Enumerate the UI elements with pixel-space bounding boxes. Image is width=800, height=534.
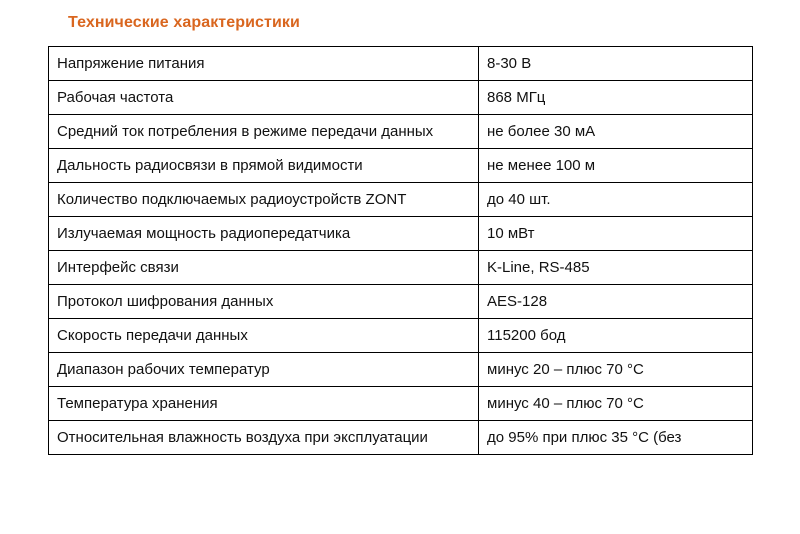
value-cell: до 40 шт. bbox=[479, 183, 753, 217]
value-cell: 868 МГц bbox=[479, 81, 753, 115]
page-title: Технические характеристики bbox=[68, 14, 300, 31]
table-row bbox=[49, 149, 753, 183]
parameter-cell: Количество подключаемых радиоустройств ZONT bbox=[49, 183, 479, 217]
table-row bbox=[49, 81, 753, 115]
value-cell: 115200 бод bbox=[479, 319, 753, 353]
value-cell: не более 30 мА bbox=[479, 115, 753, 149]
parameter-cell: Температура хранения bbox=[49, 387, 479, 421]
value-cell: минус 40 – плюс 70 °С bbox=[479, 387, 753, 421]
table-row bbox=[49, 387, 753, 421]
parameter-cell: Скорость передачи данных bbox=[49, 319, 479, 353]
parameter-cell: Протокол шифрования данных bbox=[49, 285, 479, 319]
table-row bbox=[49, 421, 753, 455]
table-row bbox=[49, 217, 753, 251]
parameter-cell: Диапазон рабочих температур bbox=[49, 353, 479, 387]
parameter-cell: Средний ток потребления в режиме передачи данных bbox=[49, 115, 479, 149]
table-row bbox=[49, 183, 753, 217]
parameter-cell: Рабочая частота bbox=[49, 81, 479, 115]
parameter-cell: Напряжение питания bbox=[49, 47, 479, 81]
specifications-table bbox=[48, 46, 753, 455]
parameter-cell: Интерфейс связи bbox=[49, 251, 479, 285]
value-cell: K-Line, RS-485 bbox=[479, 251, 753, 285]
table-row bbox=[49, 115, 753, 149]
value-cell: до 95% при плюс 35 °С (без bbox=[479, 421, 753, 455]
table-row bbox=[49, 47, 753, 81]
value-cell: 8-30 В bbox=[479, 47, 753, 81]
parameter-cell: Относительная влажность воздуха при эксплуатации bbox=[49, 421, 479, 455]
table-row bbox=[49, 353, 753, 387]
value-cell: минус 20 – плюс 70 °С bbox=[479, 353, 753, 387]
parameter-cell: Дальность радиосвязи в прямой видимости bbox=[49, 149, 479, 183]
value-cell: AES-128 bbox=[479, 285, 753, 319]
value-cell: не менее 100 м bbox=[479, 149, 753, 183]
table-row bbox=[49, 285, 753, 319]
parameter-cell: Излучаемая мощность радиопередатчика bbox=[49, 217, 479, 251]
value-cell: 10 мВт bbox=[479, 217, 753, 251]
table-row bbox=[49, 251, 753, 285]
table-row bbox=[49, 319, 753, 353]
